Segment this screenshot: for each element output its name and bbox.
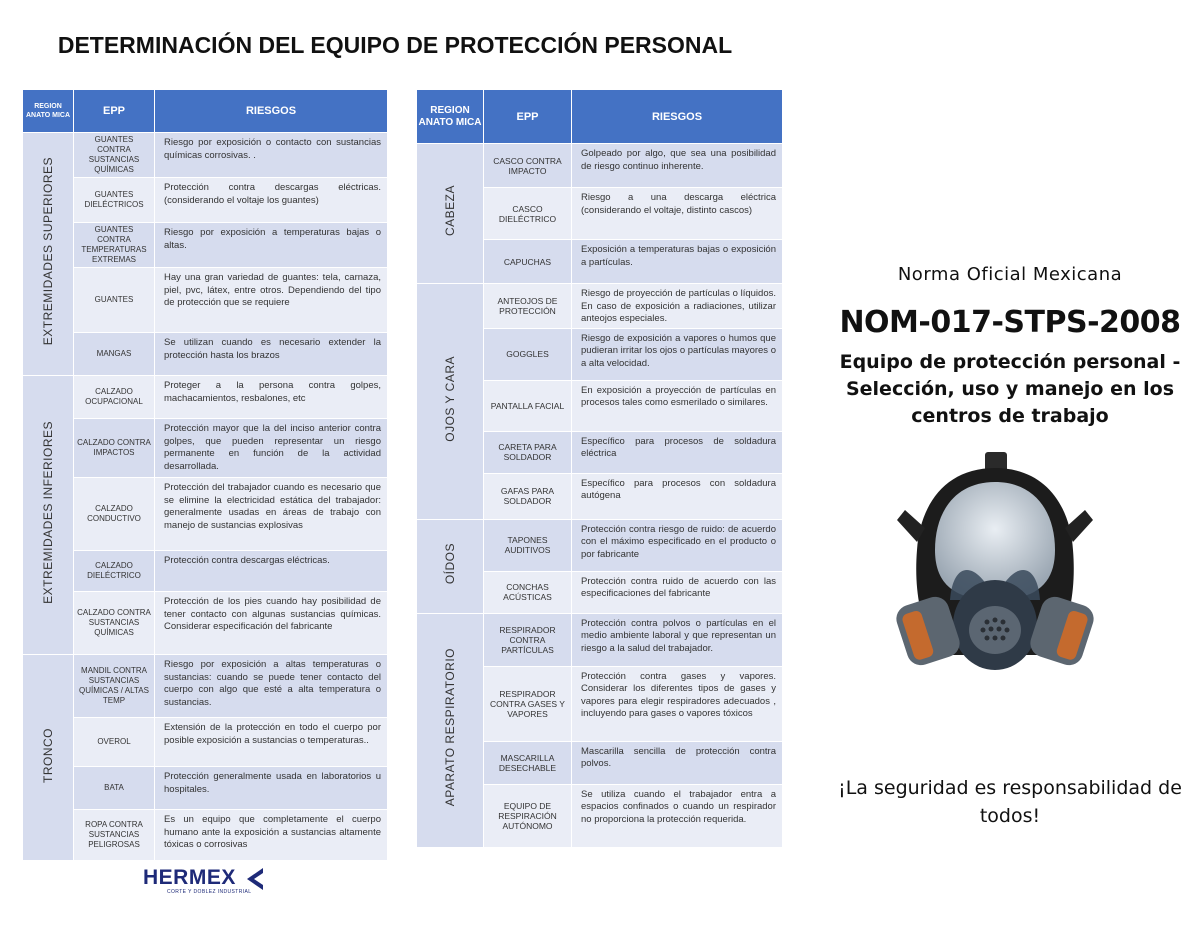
risk-cell: Riesgo por exposición a temperaturas bajas o altas. (155, 223, 387, 267)
risk-cell: Protección generalmente usada en laboratorios u hospitales. (155, 767, 387, 809)
region-label: CABEZA (443, 185, 457, 237)
epp-cell: CALZADO DIELÉCTRICO (74, 551, 154, 591)
epp-cell: CALZADO CONTRA SUSTANCIAS QUÍMICAS (74, 592, 154, 654)
epp-table-right (416, 89, 783, 848)
risk-cell: Riesgo por exposición a altas temperaturas o sustancias: cuando se puede tener contacto del cuerpo con algo que esté a alta temperatura o sustancias. (155, 655, 387, 717)
epp-cell: MANDIL CONTRA SUSTANCIAS QUÍMICAS / ALTAS TEMP (74, 655, 154, 717)
epp-cell: GUANTES CONTRA TEMPERATURAS EXTREMAS (74, 223, 154, 267)
risk-cell: En exposición a proyección de partículas en procesos tales como esmerilado o similares. (572, 381, 782, 431)
table-row (23, 810, 387, 860)
gas-mask-icon (895, 450, 1095, 705)
risk-cell: Protección de los pies cuando hay posibilidad de tener contacto con algunas sustancias químicas. Considerar especificación del fabricante (155, 592, 387, 654)
table-row (23, 655, 387, 717)
table-row (23, 178, 387, 222)
risk-cell: Se utiliza cuando el trabajador entra a espacios confinados o cuando un respirador no proporciona la protección requerida. (572, 785, 782, 847)
risk-cell: Riesgo a una descarga eléctrica (considerando el voltaje, distinto cascos) (572, 188, 782, 239)
epp-cell: CONCHAS ACÚSTICAS (484, 572, 571, 613)
epp-cell: BATA (74, 767, 154, 809)
epp-cell: RESPIRADOR CONTRA PARTÍCULAS (484, 614, 571, 666)
table-row (23, 268, 387, 332)
risk-cell: Protección contra ruido de acuerdo con las especificaciones del fabricante (572, 572, 782, 613)
company-logo (143, 866, 269, 898)
risk-cell: Protección contra gases y vapores. Considerar los diferentes tipos de gases y vapores para elegir respiradores adecuados , incluyendo para gases o vapores tóxicos (572, 667, 782, 741)
table-row (23, 551, 387, 591)
header-region: REGION ANATO MICA (23, 90, 73, 132)
epp-cell: CARETA PARA SOLDADOR (484, 432, 571, 473)
table-row (23, 223, 387, 267)
epp-cell: ROPA CONTRA SUSTANCIAS PELIGROSAS (74, 810, 154, 860)
risk-cell: Protección contra riesgo de ruido: de acuerdo con el máximo especificado en el producto o por fabricante (572, 520, 782, 571)
region-cell (23, 133, 73, 375)
risk-cell: Protección contra descargas eléctricas. (155, 551, 387, 591)
risk-cell: Específico para procesos con soldadura autógena (572, 474, 782, 519)
region-cell (417, 284, 483, 519)
epp-cell: CASCO CONTRA IMPACTO (484, 144, 571, 187)
epp-cell: GOGGLES (484, 329, 571, 380)
document-title: DETERMINACIÓN DEL EQUIPO DE PROTECCIÓN PERSONAL (57, 32, 733, 58)
risk-cell: Proteger a la persona contra golpes, machacamientos, resbalones, etc (155, 376, 387, 418)
epp-cell: RESPIRADOR CONTRA GASES Y VAPORES (484, 667, 571, 741)
risk-cell: Protección del trabajador cuando es necesario que se elimine la electricidad estática del trabajador: generalmente usadas en áreas de trabajo con manejo de sustancias explosivas (155, 478, 387, 550)
table-row (23, 376, 387, 418)
region-cell (417, 614, 483, 847)
table-row (23, 333, 387, 375)
norma-label: Norma Oficial Mexicana (897, 264, 1123, 285)
epp-table-left (22, 89, 388, 861)
nom-code: NOM-017-STPS-2008 (839, 305, 1181, 340)
epp-cell: CALZADO OCUPACIONAL (74, 376, 154, 418)
header-epp: EPP (74, 90, 154, 132)
risk-cell: Hay una gran variedad de guantes: tela, carnaza, piel, pvc, látex, entre otros. Dependiendo del tipo de protección que se requiere (155, 268, 387, 332)
logo-tagline: CORTE Y DOBLEZ INDUSTRIAL (167, 889, 252, 895)
epp-cell: CAPUCHAS (484, 240, 571, 283)
risk-cell: Se utilizan cuando es necesario extender la protección hasta los brazos (155, 333, 387, 375)
epp-cell: EQUIPO DE RESPIRACIÓN AUTÓNOMO (484, 785, 571, 847)
region-cell (417, 520, 483, 613)
table-row (23, 718, 387, 766)
epp-cell: OVEROL (74, 718, 154, 766)
risk-cell: Exposición a temperaturas bajas o exposición a partículas. (572, 240, 782, 283)
epp-cell: GAFAS PARA SOLDADOR (484, 474, 571, 519)
risk-cell: Específico para procesos de soldadura eléctrica (572, 432, 782, 473)
risk-cell: Protección mayor que la del inciso anterior contra golpes, que pueden representar un riesgo permanente en función de la actividad desarrollada. (155, 419, 387, 477)
risk-cell: Protección contra polvos o partículas en el medio ambiente laboral y que representan un riesgo a la salud del trabajador. (572, 614, 782, 666)
table-row (23, 419, 387, 477)
header-region: REGION ANATO MICA (417, 90, 483, 143)
risk-cell: Riesgo de proyección de partículas o líquidos. En caso de exposición a radiaciones, utilizar anteojos especiales. (572, 284, 782, 328)
region-cell (417, 144, 483, 283)
epp-cell: PANTALLA FACIAL (484, 381, 571, 431)
epp-cell: GUANTES CONTRA SUSTANCIAS QUÍMICAS (74, 133, 154, 177)
region-cell (23, 655, 73, 860)
header-risks: RIESGOS (572, 90, 782, 143)
epp-cell: CALZADO CONDUCTIVO (74, 478, 154, 550)
region-label: OJOS Y CARA (443, 355, 457, 442)
safety-slogan: ¡La seguridad es responsabilidad de todos! (838, 777, 1182, 827)
epp-cell: MASCARILLA DESECHABLE (484, 742, 571, 784)
region-cell (23, 376, 73, 654)
table-row (417, 284, 782, 328)
risk-cell: Riesgo por exposición o contacto con sustancias químicas corrosivas. . (155, 133, 387, 177)
epp-cell: TAPONES AUDITIVOS (484, 520, 571, 571)
risk-cell: Es un equipo que completamente el cuerpo humano ante la exposición a sustancias altamente tóxicas o corrosivas (155, 810, 387, 860)
nom-subtitle: Equipo de protección personal - Selección, uso y manejo en los centros de trabajo (839, 351, 1181, 427)
table-row (417, 144, 782, 187)
risk-cell: Golpeado por algo, que sea una posibilidad de riesgo continuo inherente. (572, 144, 782, 187)
epp-cell: GUANTES (74, 268, 154, 332)
epp-cell: CALZADO CONTRA IMPACTOS (74, 419, 154, 477)
region-label: OÍDOS (443, 542, 457, 585)
table-row (417, 520, 782, 571)
risk-cell: Extensión de la protección en todo el cuerpo por posible exposición a sustancias o temperaturas.. (155, 718, 387, 766)
table-row (23, 478, 387, 550)
table-row (417, 614, 782, 666)
chevron-left-icon (243, 868, 263, 890)
epp-cell: GUANTES DIELÉCTRICOS (74, 178, 154, 222)
risk-cell: Mascarilla sencilla de protección contra polvos. (572, 742, 782, 784)
logo-name: HERMEX (143, 866, 236, 889)
table-row (23, 767, 387, 809)
region-label: EXTREMIDADES INFERIORES (41, 421, 55, 604)
table-row (23, 133, 387, 177)
region-label: TRONCO (41, 727, 55, 783)
region-label: APARATO RESPIRATORIO (443, 648, 457, 807)
epp-cell: CASCO DIELÉCTRICO (484, 188, 571, 239)
region-label: EXTREMIDADES SUPERIORES (41, 157, 55, 346)
header-epp: EPP (484, 90, 571, 143)
header-risks: RIESGOS (155, 90, 387, 132)
risk-cell: Protección contra descargas eléctricas. (considerando el voltaje los guantes) (155, 178, 387, 222)
epp-cell: ANTEOJOS DE PROTECCIÓN (484, 284, 571, 328)
risk-cell: Riesgo de exposición a vapores o humos que pudieran irritar los ojos o partículas mayores o a alta velocidad. (572, 329, 782, 380)
epp-cell: MANGAS (74, 333, 154, 375)
table-row (23, 592, 387, 654)
